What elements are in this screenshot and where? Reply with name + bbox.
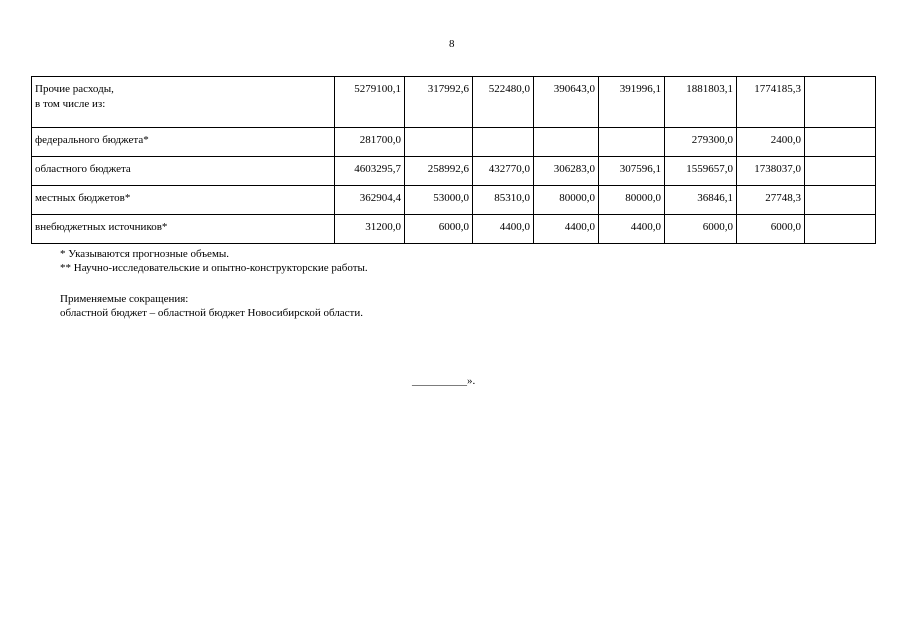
value-cell: 80000,0: [534, 186, 599, 215]
value-cell: 6000,0: [405, 215, 473, 244]
value-cell: [805, 157, 876, 186]
footnote-forecast: * Указываются прогнозные объемы.: [60, 248, 230, 260]
budget-table: [31, 76, 876, 244]
page-number: 8: [449, 38, 455, 50]
row-label-line: внебюджетных источников*: [35, 221, 168, 233]
value-cell: [599, 128, 665, 157]
abbreviations-heading: Применяемые сокращения:: [60, 293, 189, 305]
value-cell: 317992,6: [405, 77, 473, 128]
value-cell: 5279100,1: [335, 77, 405, 128]
value-cell: 281700,0: [335, 128, 405, 157]
value-cell: 6000,0: [665, 215, 737, 244]
value-cell: 31200,0: [335, 215, 405, 244]
value-cell: 306283,0: [534, 157, 599, 186]
value-cell: 27748,3: [737, 186, 805, 215]
value-cell: [805, 77, 876, 128]
table-body: [32, 77, 876, 244]
table-row: [32, 77, 876, 128]
closing-mark: __________».: [412, 375, 476, 387]
table-row: [32, 186, 876, 215]
row-label: [32, 157, 335, 186]
value-cell: 1881803,1: [665, 77, 737, 128]
value-cell: 4400,0: [473, 215, 534, 244]
row-label-line: в том числе из:: [35, 98, 106, 110]
row-label: [32, 186, 335, 215]
value-cell: 1738037,0: [737, 157, 805, 186]
value-cell: 53000,0: [405, 186, 473, 215]
value-cell: [805, 128, 876, 157]
table-row: [32, 157, 876, 186]
row-label-line: местных бюджетов*: [35, 192, 131, 204]
value-cell: 1559657,0: [665, 157, 737, 186]
value-cell: 432770,0: [473, 157, 534, 186]
value-cell: 80000,0: [599, 186, 665, 215]
row-label: [32, 77, 335, 128]
footnotes: [60, 247, 368, 275]
value-cell: 85310,0: [473, 186, 534, 215]
value-cell: 1774185,3: [737, 77, 805, 128]
row-label: [32, 128, 335, 157]
value-cell: [473, 128, 534, 157]
abbreviations: [60, 292, 363, 320]
value-cell: 36846,1: [665, 186, 737, 215]
value-cell: [405, 128, 473, 157]
value-cell: 522480,0: [473, 77, 534, 128]
value-cell: [534, 128, 599, 157]
value-cell: [805, 186, 876, 215]
value-cell: 6000,0: [737, 215, 805, 244]
row-label: [32, 215, 335, 244]
value-cell: 4603295,7: [335, 157, 405, 186]
value-cell: 4400,0: [599, 215, 665, 244]
value-cell: 362904,4: [335, 186, 405, 215]
footnote-rnd: ** Научно-исследовательские и опытно-конструкторские работы.: [60, 262, 368, 274]
abbreviation-item: областной бюджет – областной бюджет Новосибирской области.: [60, 307, 363, 319]
value-cell: 391996,1: [599, 77, 665, 128]
row-label-line: областного бюджета: [35, 163, 131, 175]
value-cell: 307596,1: [599, 157, 665, 186]
value-cell: [805, 215, 876, 244]
value-cell: 4400,0: [534, 215, 599, 244]
table-row: [32, 215, 876, 244]
row-label-line: Прочие расходы,: [35, 83, 114, 95]
table-row: [32, 128, 876, 157]
value-cell: 279300,0: [665, 128, 737, 157]
value-cell: 258992,6: [405, 157, 473, 186]
row-label-line: федерального бюджета*: [35, 134, 149, 146]
value-cell: 2400,0: [737, 128, 805, 157]
value-cell: 390643,0: [534, 77, 599, 128]
